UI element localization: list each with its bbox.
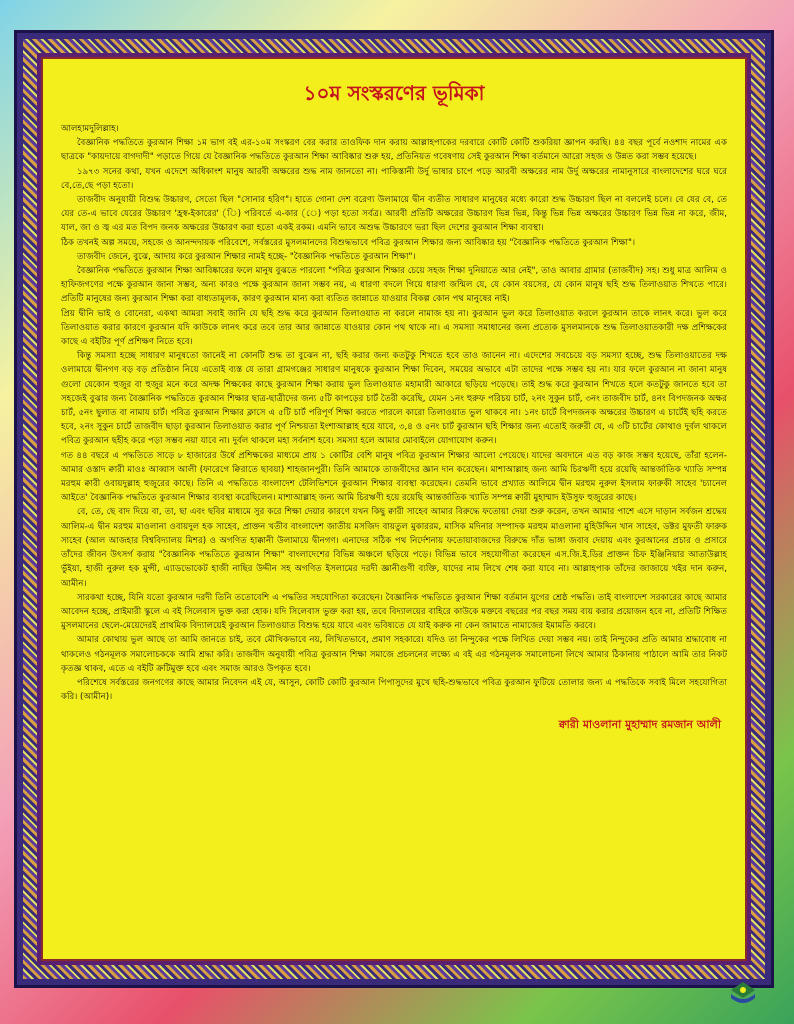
content-panel — [41, 57, 747, 961]
paragraph: কিন্তু সমস্যা হচ্ছে সাধারণ মানুষতো জানেই না কোনটি শুদ্ধ তা বুঝেন না, ছহি করার জন্য কতটুকু শিখতে হবে তাও জানেন না। এদেশের সবচেয়ে বড় সমস্যা হচ্ছে, শুদ্ধ তিলাওয়াতের দক্ষ ওলামায়ে দ্বীনগণ বড় বড় প্রতিষ্ঠান নিয়ে এতোই ব্যস্ত যে তারা গ্রামগঞ্জের সাধারণ মানুষকে কুরআন শিক্ষা দিবেন, সময়ের অভাবে এটা তাদের পক্ষে সম্ভব হয় না। যার ফলে কুরআন না জানা মানুষ গুলো যেকোন হুজুর বা হুজুর মনে করে অদক্ষ শিক্ষকের কাছে কুরআন শিক্ষা করায় ভুল তিলাওয়াত মহামারী আকারে ছড়িয়ে পড়েছে। তাই শুদ্ধ করে কুরআন শিখতে হলে কতটুকু জানতে হবে তা সহজেই বুঝার জন্য বৈজ্ঞানিক পদ্ধতিতে কুরআন শিক্ষার ছাত্র-ছাত্রীদের জন্য ৫টি কাপড়ের চার্ট তৈরী করেছি, যেমন ১নং হুরুফ পরিচয় চার্ট, ২নং সুকুন চার্ট, ৩নং তাজবীদ চার্ট, ৪নং বিপদজনক অক্ষর চার্ট, ৫নং ছুলাত বা নামায চার্ট। পবিত্র কুরআন শিক্ষার ক্লাসে এ ৫টি চার্ট পরিপূর্ণ শিক্ষা করতে পারলে কারো তিলাওয়াত ভুল থাকবে না। ১নং চার্টে বিপদজনক অক্ষরের উচ্চারণ এ চার্টেই ছহি করতে হবে, ২নং সুকুন চার্টে তাজবীদ ছাড়া কুরআন তিলাওয়াত করার পূর্ণ নিশ্চয়তা ইংশাআল্লাহ হয়ে যাবে, ৩,৪ ও ৫নং চার্ট কুরআন ছহি শিক্ষার জন্য এতোই জরুরী যে, এ ৩টি চার্টের কোথাও দুর্বল থাকলে পবিত্র কুরআন ছহীহ করে পড়া সম্ভব নয়া যাবে না। দুর্বল থাকলে মহা সর্বনাশ হবে। সমস্যা হলে আমার মোবাইলে যোগাযোগ করুন। — [61, 351, 727, 447]
frame-inner-border — [37, 53, 751, 965]
paragraph: সারকথা হচ্ছে, যিনি যতো কুরআন দরদী তিনি ততোবেশি এ পদ্ধতির সহযোগিতা করেছেন। বৈজ্ঞানিক পদ্ধতিতে কুরআন শিক্ষা বর্তমান যুগের শ্রেষ্ঠ পদ্ধতি। তাই বাংলাদেশ সরকারের কাছে আমার আবেদন হচ্ছে, প্রাইমারী স্কুলে এ বই সিলেবাস ভুক্ত করা হোক। যদি সিলেবাস ভুক্ত করা হয়, তবে বিদ্যালয়ের বাহিরে কাউকে মক্তবে বছরের পর বছর সময় ব্যয় করার প্রয়োজন হবে না, প্রতিটি শিক্ষিত মুসলমানের ছেলে-মেয়েদেরই প্রাথমিক বিদ্যালয়েই কুরআন তিলাওয়াত বিশুদ্ধ হয়ে যাবে এবং ভবিষ্যতে যে যাই করুক না কেন জামাতে নামাজের ইমামতি করবে। — [61, 592, 727, 632]
paragraph: তাজবীদ জেনে, বুঝে, আদায় করে কুরআন শিক্ষার নামই হচ্ছে- "বৈজ্ঞানিক পদ্ধতিতে কুরআন শিক্ষা"। — [77, 251, 416, 262]
decorative-frame — [14, 30, 774, 988]
paragraph: তাজবীদ অনুযায়ী বিশুদ্ধ উচ্চারণ, সেতো ছিল "সোনার হরিণ"। হাতে গোনা দেশ বরেণ্য উলামায়ে দ্বীন ব্যতীত সাধারণ মানুষের মধ্যে কারো শুদ্ধ উচ্চারণ ছিল না বললেই চলে। বে যের বে, তে যের তে-এ ভাবে যেরের উচ্চারণ 'হ্রস্ব-ইকারের' (ি) পরিবর্তে এ-কার (ে) পড়া হতো সর্বত্র। আরবী প্রতিটি অক্ষরের উচ্চারণ ভিন্ন ভিন্ন, কিন্তু ভিন্ন ভিন্ন অক্ষরের উচ্চারণ ভিন্ন ভিন্ন না করে, জীম, যাল, জা ও জ্ব এর মত বিপদ জনক অক্ষরের উচ্চারণ করা হতো একই রকম। এমনি ভাবে অশুদ্ধ উচ্চারণে ভরা ছিল দেশের কুরআন শিক্ষা ব্যবস্থা। — [61, 195, 727, 234]
author-signature: ক্বারী মাওলানা মুহাম্মাদ রমজান আলী — [558, 718, 721, 732]
paragraph: বৈজ্ঞানিক পদ্ধতিতে কুরআন শিক্ষা আবিষ্কারের ফলে মানুষ বুঝতে পারলো "পবিত্র কুরআন শিক্ষার চেয়ে সহজ শিক্ষা দুনিয়াতে আর নেই", তাও আবার গ্রামার (তাজবীদ) সহ। শুধু মাত্র আলিম ও হাফিজগণের পক্ষে কুরআন জানা সম্ভব, অন্য কারও পক্ষে কুরআন জানা সম্ভব নয়, এ ধারণা বদলে গিয়ে ধারণা জন্মিল যে, যে কোন বয়সের, যে কোন মানুষ ছহি শুদ্ধ তিলাওয়াত শিখতে পারে। প্রতিটি মানুষের জন্য কুরআন শিক্ষা করা বাধ্যতামূলক, কারণ কুরআন মান্য করা ব্যতিত জান্নাতে যাওয়ার বিকল্প কোন পথ মানুষের নাই। — [61, 266, 727, 305]
paragraph: বৈজ্ঞানিক পদ্ধতিতে কুরআন শিক্ষা ১ম ভাগ বই এর-১০ম সংস্করণ বের করার তাওফিক দান করায় আল্লাহপাকের দরবারে কোটি কোটি শুকরিয়া জ্ঞাপন করছি। ৪৪ বছর পূর্বে নওশাদ নামের এক ছাত্রকে "কায়দায়ে বাগদাদী" পড়াতে গিয়ে যে বৈজ্ঞানিক পদ্ধতিতে কুরআন শিক্ষা আবিষ্কার শুরু হয়, প্রতিনিয়ত গবেষণায় সেই কুরআন শিক্ষা বর্তমানে আরো সহজ ও উন্নত করা সম্ভব হয়েছে। — [61, 138, 727, 163]
paragraph: আমার কোথায় ভুল আছে তা আমি জানতে চাই, তবে মৌখিকভাবে নয়, লিখিতভাবে, প্রমাণ সহকারে। যদিও তা নিন্দুকের পক্ষে লিখিত দেয়া সম্ভব নয়। তাই নিন্দুকের প্রতি আমার শ্রদ্ধাবোধ না থাকলেও গঠনমূলক সমালোচককে আমি শ্রদ্ধা করি। তাজবীদ অনুযায়ী পবিত্র কুরআন শিক্ষা সমাজে প্রচলনের লক্ষ্যে এ বই এর গঠনমূলক সমালোচনা লিখে আমার ঠিকানায় পাঠালে আমি তার নিকট কৃতজ্ঞ থাকব, এতে এ বইটি ক্রটিমুক্ত হবে এবং সমাজ আরও উপকৃত হবে। — [61, 635, 727, 674]
paragraph: গত ৪৪ বছরে এ পদ্ধতিতে সাড়ে ৮ হাজারের উর্ধে প্রশিক্ষকের মাধ্যমে প্রায় ১ কোটির বেশি মানুষ পবিত্র কুরআন শিক্ষার আলো পেয়েছে। যাদের অবদানে এত বড় কাজ সম্ভব হয়েছে, তাঁরা হলেন-আমার ওস্তাদ ক্বারী মাওঃ আব্বাস আলী (ফারেগে ক্বিরাতে ছাবয়া) শাহজানপুরী। তিনি আমাকে তাজবীদের জ্ঞান দান করেছেন। মাশাআল্লাহ জন্য আমি চিরঋণী হয়ে রয়েছি আন্তর্জাতিক খ্যাতি সম্পন্ন মরহুম ক্বারী ওবায়দুল্লাহ হুজুরের কাছে। তিনি এ পদ্ধতিতে বাংলাদেশ টেলিভিশনে কুরআন শিক্ষার ব্যবস্থা করেছেন। তেমনি ভাবে প্রখ্যাত আলিমে দ্বীন মরহুম নুরুল ইসলাম ফারুকী সাহেব 'চ্যানেল আইতে' বৈজ্ঞানিক পদ্ধতিতে কুরআন শিক্ষার ব্যবস্থা করেছিলেন। মাশাআল্লাহ জন্য আমি চিরঋণী হয়ে রয়েছি আন্তর্জাতিক খ্যাতি সম্পন্ন ক্বারী মুহাম্মাদ ইউসুফ হুজুরের কাছে। — [61, 450, 727, 504]
paragraph: ঠিক তখনই অল্প সময়ে, সহজে ও আনন্দদায়ক পরিবেশে, সর্বস্তরের মুসলমানদের বিশুদ্ধভাবে পবিত্র কুরআন শিক্ষার জন্য আবিষ্কার হয় "বৈজ্ঞানিক পদ্ধতিতে কুরআন শিক্ষা"। — [61, 237, 636, 248]
paragraph: পরিশেষে সর্বস্তরের জনগণের কাছে আমার নিবেদন এই যে, আসুন, কোটি কোটি কুরআন পিপাসুদের মুখে ছহি-শুদ্ধভাবে পবিত্র কুরআন ফুটিয়ে তোলার জন্য এ পদ্ধতিকে সবাই মিলে সহযোগিতা করি। (আমীন)। — [61, 677, 727, 703]
paragraph: ১৯৭৩ সনের কথা, যখন এদেশে অধিকাংশ মানুষ আরবী অক্ষরের শুদ্ধ নাম জানতো না। পাকিস্তানী উর্দু ভাষার চাপে পড়ে আরবী অক্ষরের নাম উর্দু অক্ষরের নামানুসারে বাংলাদেশের ঘরে ঘরে বে,তে,ছে পড়া হতো। — [61, 166, 727, 191]
page-title: ১০ম সংস্করণের ভূমিকা — [303, 81, 485, 105]
greeting: আলহামদুলিল্লাহ। — [61, 124, 119, 134]
paragraph: বে, তে, ছে বাদ দিয়ে বা, তা, ছা এবং ছবির মাধ্যমে সুর করে শিক্ষা দেয়ার কারণে যখন কিছু ক্বারী সাহেব আমার বিরুদ্ধে ফতোয়া দেয়া শুরু করেন, তখন আমার পাশে এসে দাড়ান সর্বজন শ্রদ্ধেয় আলিম-এ দ্বীন মরহুম মাওলানা ওবায়দুল হক সাহেব, প্রাক্তন খতীব বাংলাদেশ জাতীয় মসজিদ বায়তুল মুকাররম, মাসিক মদিনার সম্পাদক মরহুম মাওলানা মুহিউদ্দিন খান সাহেব, ডক্টর মুফতী ফারুক সাহেব (আল আজহার বিশ্ববিদ্যালয় মিশর) ও অগণিত হাক্কানী উলামায়ে দ্বীনগণ। এনাদের সঠিক পথ নির্দেশনায় ফতোয়াবাজদের বিরুদ্ধে দাঁত ভাঙ্গা জবাব দেয়ায় এবং কুরআনের প্রচার ও প্রসারে তাঁদের জীবন উৎসর্গ করায় "বৈজ্ঞানিক পদ্ধতিতে কুরআন শিক্ষা" বাংলাদেশের বিভিন্ন অঞ্চলে ছড়িয়ে পড়ে। বিভিন্ন ভাবে সহযোগীতা করেছেন এস.জি.ই.ডির প্রাক্তন চিফ ইঞ্জিনিয়ার আতাউল্লাহ ভুঁইয়া, হাজী নুরুল হক মুন্সী, এ্যাডভোকেট হাজী নাছির উদ্দীন সহ অগণিত ইসলামের দরদী জ্ঞানীগুণী ব্যক্তি, যাদের নাম লিখে শেষ করা যাবে না। আল্লাহপাক তাঁদের জাজায়ে খইর দান করুন, আমীন। — [61, 507, 727, 589]
paragraph: প্রিয় দ্বীনি ভাই ও বোনেরা, একথা আমরা সবাই জানি যে ছহি শুদ্ধ করে কুরআন তিলাওয়াত না করলে নামাজ হয় না। কুরআন ভুল করে তিলাওয়াত করলে কুরআন তাকে লানৎ করে। ভুল করে তিলাওয়াত করার কারণে কুরআন যদি কাউকে লানৎ করে তবে তার আর জান্নাতে যাওয়ার কোন পথ থাকে না। এ সমস্যা সমাধানের জন্য প্রত্যেক মুসলমানকে শুদ্ধ তিলাওয়াতকারী দক্ষ প্রশিক্ষকের কাছে এ বইটির পূর্ণ প্রশিক্ষণ নিতে হবে। — [61, 308, 727, 348]
preface-body — [61, 122, 727, 704]
book-emblem-icon — [728, 980, 758, 1008]
